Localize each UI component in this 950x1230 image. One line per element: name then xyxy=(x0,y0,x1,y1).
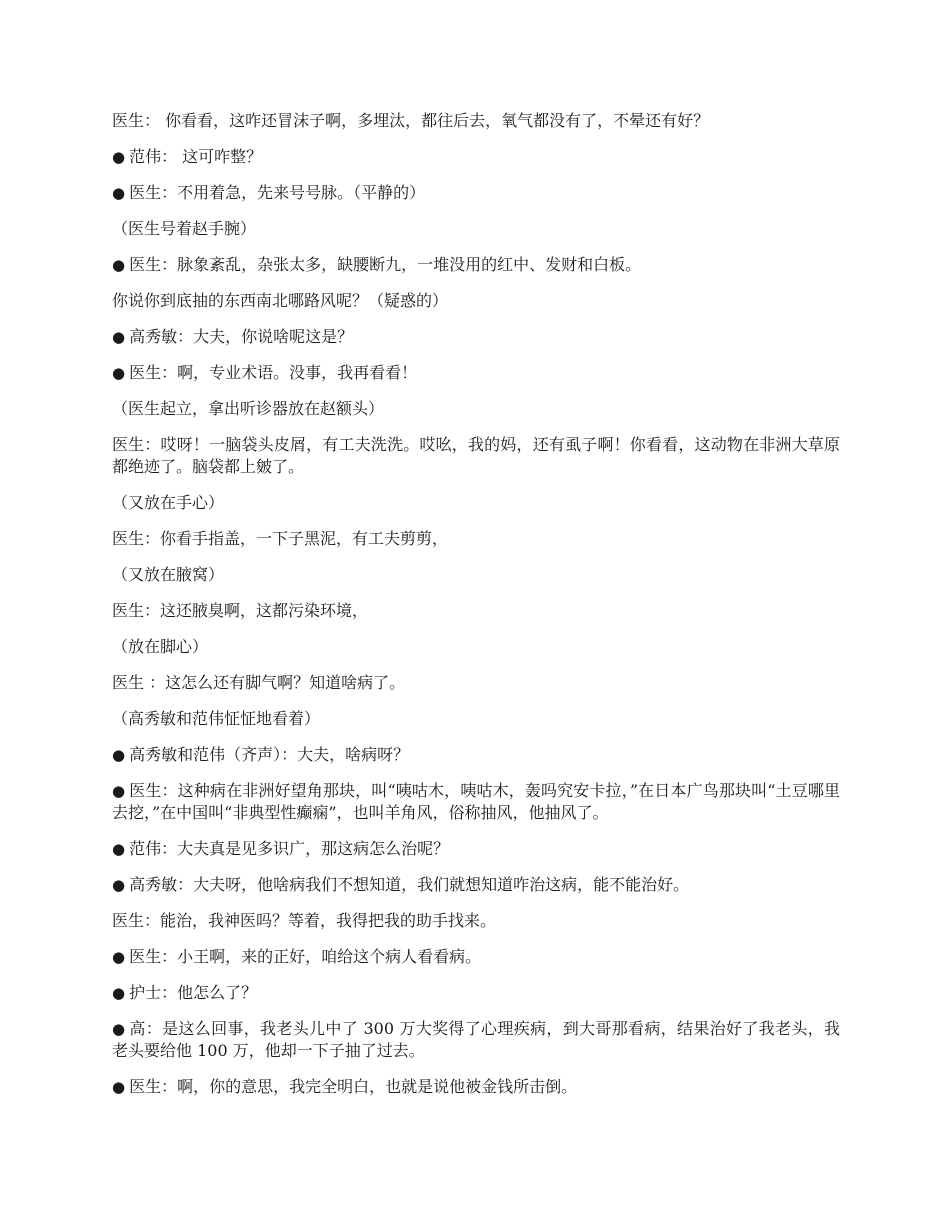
bullet-paragraph: ● 高秀敏和范伟（齐声）：大夫，啥病呀？ xyxy=(112,744,840,766)
paragraph: 医生： 你看看，这咋还冒沫子啊，多埋汰，都往后去，氧气都没有了，不晕还有好？ xyxy=(112,111,710,130)
stage-direction: （高秀敏和范伟怔怔地看着） xyxy=(112,709,321,728)
bullet-paragraph: ● 高：是这么回事，我老头儿中了 300 万大奖得了心理疾病，到大哥那看病，结果治好了我老头，我老头要给他 100 万，他却一下子抽了过去。 xyxy=(112,1018,840,1062)
bullet-paragraph: ● 医生：啊，专业术语。没事，我再看看！ xyxy=(112,362,840,384)
bullet-paragraph: ● 医生：脉象紊乱，杂张太多，缺腰断九，一堆没用的红中、发财和白板。 xyxy=(112,254,840,276)
bullet-paragraph: ● 医生：这种病在非洲好望角那块，叫“咦咕木，咦咕木，轰吗究安卡拉，”在日本广鸟那块叫“土豆哪里去挖，”在中国叫“非典型性癫痫”，也叫羊角风，俗称抽风，他抽风了。 xyxy=(112,780,840,824)
paragraph: 医生：这还腋臭啊，这都污染环境， xyxy=(112,601,369,620)
stage-direction: （医生起立，拿出听诊器放在赵额头） xyxy=(112,399,385,418)
stage-direction: （又放在手心） xyxy=(112,493,225,512)
stage-direction: （放在脚心） xyxy=(112,637,209,656)
bullet-paragraph: ● 范伟：大夫真是见多识广，那这病怎么治呢？ xyxy=(112,838,840,860)
bullet-paragraph: ● 医生：啊，你的意思，我完全明白，也就是说他被金钱所击倒。 xyxy=(112,1076,840,1098)
paragraph: 医生：哎呀！一脑袋头皮屑，有工夫洗洗。哎吆，我的妈，还有虱子啊！你看看，这动物在非洲大草原都绝迹了。脑袋都上皴了。 xyxy=(112,435,840,476)
bullet-paragraph: ● 护士：他怎么了？ xyxy=(112,982,840,1004)
stage-direction: （又放在腋窝） xyxy=(112,565,225,584)
bullet-paragraph: ● 高秀敏：大夫呀，他啥病我们不想知道，我们就想知道咋治这病，能不能治好。 xyxy=(112,874,840,896)
stage-direction: （医生号着赵手腕） xyxy=(112,219,257,238)
bullet-paragraph: ● 医生：不用着急，先来号号脉。（平静的） xyxy=(112,182,840,204)
paragraph: 医生 ：这怎么还有脚气啊？知道啥病了。 xyxy=(112,673,406,692)
bullet-paragraph: ● 范伟： 这可咋整？ xyxy=(112,146,840,168)
bullet-paragraph: ● 高秀敏：大夫，你说啥呢这是？ xyxy=(112,326,840,348)
paragraph: 你说你到底抽的东西南北哪路风呢？（疑惑的） xyxy=(112,291,449,310)
paragraph: 医生：你看手指盖，一下子黑泥，有工夫剪剪， xyxy=(112,529,449,548)
paragraph: 医生：能治，我神医吗？等着，我得把我的助手找来。 xyxy=(112,911,497,930)
bullet-paragraph: ● 医生：小王啊，来的正好，咱给这个病人看看病。 xyxy=(112,946,840,968)
document-body xyxy=(112,110,840,1112)
